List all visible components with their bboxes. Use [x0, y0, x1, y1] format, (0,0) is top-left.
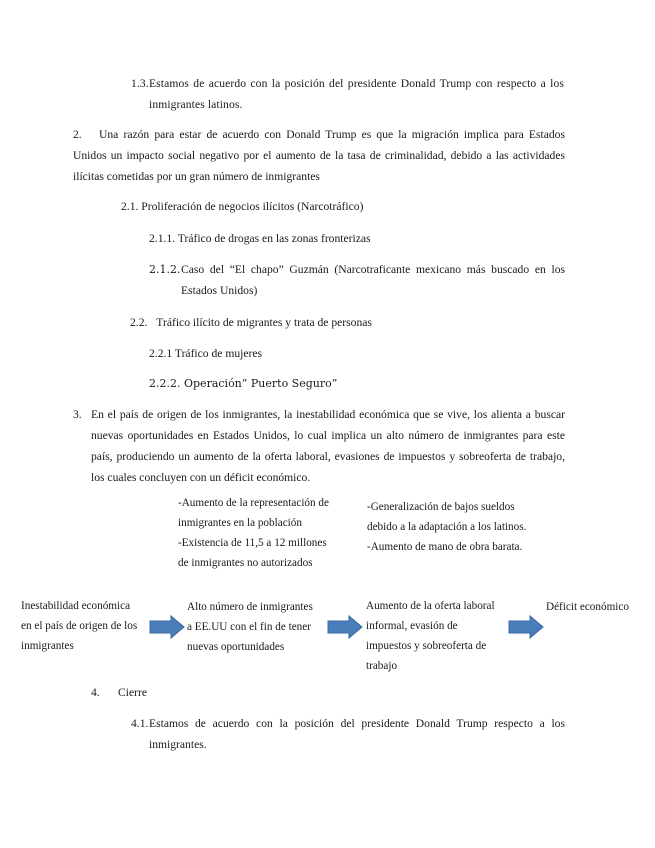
outline-item-2-1-text: Proliferación de negocios ilícitos (Narcotráfico) — [141, 200, 364, 213]
step-1-line: Inestabilidad económica — [21, 600, 131, 612]
outline-item-2-2-1 — [149, 343, 262, 364]
diagram-note-right — [367, 497, 552, 557]
outline-item-2-2-2-number: 2.2.2. — [149, 377, 181, 390]
outline-item-4-1-text: Estamos de acuerdo con la posición del presidente Donald Trump respecto a los inmigrantes. — [149, 717, 565, 751]
step-4-line: Déficit económico — [546, 601, 629, 613]
outline-item-2-1 — [121, 196, 363, 217]
arrow-shape — [150, 616, 184, 638]
note-right-line: debido a la adaptación a los latinos. — [367, 521, 527, 533]
outline-item-4-number: 4. — [91, 686, 100, 699]
outline-item-2-1-2-number: 2.1.2. — [149, 263, 181, 276]
arrow-shape — [328, 616, 362, 638]
outline-item-4-text: Cierre — [118, 686, 147, 699]
step-2-line: a EE.UU con el fin de tener — [187, 621, 311, 633]
outline-item-2-2 — [130, 312, 372, 333]
note-left-line: -Aumento de la representación de — [178, 497, 329, 509]
outline-item-2-2-2 — [149, 373, 337, 394]
diagram-step-3 — [366, 596, 516, 676]
outline-item-2-1-number: 2.1. — [121, 200, 139, 213]
outline-item-2-1-2-text — [181, 259, 565, 301]
outline-item-2-text: Una razón para estar de acuerdo con Donald Trump es que la migración implica para Estados Unidos un impacto social negativo por el aumento de la tasa de criminalidad, debido a las actividades ilícitas cometidas por un gran número de inmigrantes — [73, 128, 565, 183]
step-2-line: Alto número de inmigrantes — [187, 601, 313, 613]
outline-item-2-2-text: Tráfico ilícito de migrantes y trata de personas — [156, 316, 372, 329]
outline-item-1-3-number: 1.3. — [131, 77, 149, 90]
note-left-line: -Existencia de 11,5 a 12 millones — [178, 537, 327, 549]
outline-item-2-2-2-text: Operación” Puerto Seguro” — [184, 377, 338, 390]
diagram-step-1 — [21, 596, 149, 656]
right-arrow-icon — [327, 615, 363, 639]
note-left-line: inmigrantes en la población — [178, 517, 302, 529]
outline-item-1-3-text — [149, 73, 564, 115]
outline-item-2-1-1-number: 2.1.1. — [149, 232, 176, 245]
outline-item-1-3-text-content: Estamos de acuerdo con la posición del presidente Donald Trump con respecto a los inmigrantes latinos. — [149, 77, 564, 111]
outline-item-2-1-1 — [149, 228, 371, 249]
arrow-shape — [509, 616, 543, 638]
outline-item-2-2-number: 2.2. — [130, 316, 148, 329]
outline-item-2-2-1-number: 2.2.1 — [149, 347, 173, 360]
outline-item-3-text: En el país de origen de los inmigrantes, la inestabilidad económica que se vive, los alienta a buscar nuevas oportunidades en Estados Unidos, lo cual implica un alto número de inmigrantes para este país, produciendo un aumento de la oferta laboral, evasiones de impuestos y sobreoferta de trabajo, los cuales concluyen con un déficit económico. — [91, 408, 565, 484]
note-right-line: -Generalización de bajos sueldos — [367, 501, 515, 513]
outline-item-4-1-number: 4.1. — [131, 717, 149, 730]
step-3-line: trabajo — [366, 660, 398, 672]
step-3-line: impuestos y sobreoferta de — [366, 640, 487, 652]
step-3-line: informal, evasión de — [366, 620, 458, 632]
right-arrow-icon — [149, 615, 185, 639]
diagram-step-4 — [546, 597, 646, 617]
note-right-line: -Aumento de mano de obra barata. — [367, 541, 523, 553]
step-1-line: inmigrantes — [21, 640, 74, 652]
outline-item-3-number: 3. — [73, 408, 82, 421]
step-3-line: Aumento de la oferta laboral — [366, 600, 495, 612]
outline-item-2-2-1-text: Tráfico de mujeres — [174, 347, 263, 360]
right-arrow-icon — [508, 615, 544, 639]
diagram-step-2 — [187, 597, 327, 657]
diagram-note-left — [178, 493, 353, 573]
outline-item-2-1-1-text: Tráfico de drogas en las zonas fronterizas — [177, 232, 371, 245]
step-2-line: nuevas oportunidades — [187, 641, 285, 653]
outline-item-2-1-2-text-content: Caso del “El chapo” Guzmán (Narcotraficante mexicano más buscado en los Estados Unidos) — [181, 263, 565, 297]
note-left-line: de inmigrantes no autorizados — [178, 557, 313, 569]
outline-item-2-number: 2. — [73, 128, 82, 141]
step-1-line: en el país de origen de los — [21, 620, 138, 632]
